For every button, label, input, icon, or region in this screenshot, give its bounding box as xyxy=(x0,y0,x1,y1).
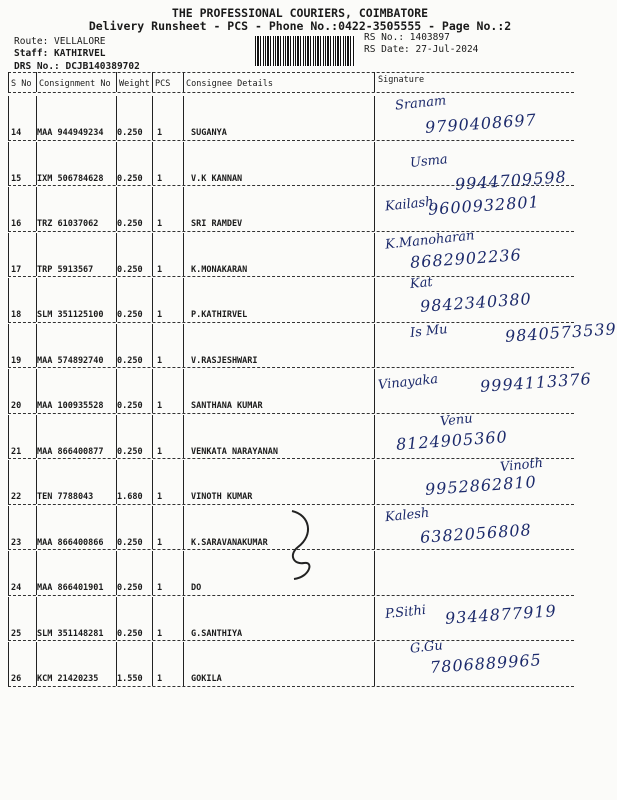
col-divider xyxy=(374,278,375,322)
col-divider xyxy=(152,233,153,277)
col-divider xyxy=(8,96,9,140)
col-divider xyxy=(36,642,37,686)
table-row xyxy=(0,455,600,506)
row-separator xyxy=(8,231,574,232)
row-separator xyxy=(8,413,574,414)
signature-handwriting: Is Mu xyxy=(409,321,449,341)
signature-handwriting: Usma xyxy=(409,151,449,171)
row-consignee: G.SANTHIYA xyxy=(191,628,243,639)
row-weight: 0.250 xyxy=(117,628,143,639)
col-divider xyxy=(374,415,375,459)
col-divider xyxy=(183,187,184,231)
col-header-signature: Signature xyxy=(378,75,425,85)
table-row xyxy=(0,142,600,194)
col-divider xyxy=(8,506,9,550)
col-divider xyxy=(374,96,375,140)
signature-handwriting: Kailash xyxy=(384,194,435,215)
row-pcs: 1 xyxy=(157,583,163,593)
row-sno: 16 xyxy=(11,219,22,229)
col-divider xyxy=(374,597,375,641)
table-row xyxy=(0,318,617,370)
col-divider xyxy=(8,460,9,504)
col-divider xyxy=(116,233,117,277)
col-divider xyxy=(374,324,375,368)
col-header-pcs: PCS xyxy=(155,79,171,89)
col-divider xyxy=(152,642,153,686)
col-divider xyxy=(36,187,37,231)
table-row xyxy=(0,369,600,415)
runsheet-title: Delivery Runsheet - PCS - Phone No.:0422-3505555 - Page No.:2 xyxy=(88,19,512,33)
row-separator xyxy=(8,140,574,141)
col-divider xyxy=(183,142,184,186)
col-divider xyxy=(116,96,117,140)
row-pcs: 1 xyxy=(157,628,163,639)
row-consignment-no: TRZ 61037062 xyxy=(37,219,99,229)
route-label: Route: VELLALORE xyxy=(14,36,106,47)
row-consignee: SRI RAMDEV xyxy=(191,219,243,229)
col-divider xyxy=(374,72,375,92)
table-row xyxy=(0,597,600,643)
row-consignee: K.MONAKARAN xyxy=(191,264,248,275)
row-separator xyxy=(8,595,574,596)
row-sno: 14 xyxy=(11,128,22,138)
col-divider xyxy=(183,460,184,504)
table-row xyxy=(0,410,600,461)
row-pcs: 1 xyxy=(157,264,163,275)
header-bottom-rule xyxy=(8,92,574,93)
row-separator xyxy=(8,458,574,459)
col-divider xyxy=(8,415,9,459)
table-row xyxy=(0,227,600,279)
row-pcs: 1 xyxy=(157,173,163,184)
row-weight: 1.680 xyxy=(117,492,143,502)
col-divider xyxy=(183,233,184,277)
row-consignee: SUGANYA xyxy=(191,128,227,138)
signature-handwriting: Venu xyxy=(439,410,474,430)
col-divider xyxy=(36,233,37,277)
row-consignee: SANTHANA KUMAR xyxy=(191,401,263,411)
col-divider xyxy=(183,324,184,368)
row-pcs: 1 xyxy=(157,537,163,548)
signature-phone-number: 9952862810 xyxy=(424,472,538,499)
signature-handwriting: Vinayaka xyxy=(377,371,439,394)
col-divider xyxy=(36,278,37,322)
row-weight: 0.250 xyxy=(117,219,143,229)
row-consignment-no: MAA 866400877 xyxy=(37,446,104,457)
col-divider xyxy=(183,506,184,550)
col-divider xyxy=(152,551,153,595)
row-consignee: K.SARAVANAKUMAR xyxy=(191,537,268,548)
col-divider xyxy=(36,597,37,641)
col-divider xyxy=(374,187,375,231)
col-header-consignment: Consignment No xyxy=(39,79,111,89)
signature-phone-number: 9994113376 xyxy=(479,369,593,396)
signature-handwriting: G.Gu xyxy=(409,638,444,657)
col-divider xyxy=(8,642,9,686)
row-sno: 25 xyxy=(11,628,22,639)
row-sno: 26 xyxy=(11,674,22,684)
col-divider xyxy=(116,187,117,231)
row-weight: 0.250 xyxy=(117,128,143,138)
col-divider xyxy=(183,96,184,140)
signature-phone-number: 7806889965 xyxy=(429,650,543,677)
row-sno: 19 xyxy=(11,355,22,366)
row-sno: 15 xyxy=(11,173,22,184)
col-divider xyxy=(116,597,117,641)
col-divider xyxy=(152,187,153,231)
col-divider xyxy=(183,415,184,459)
col-divider xyxy=(152,460,153,504)
row-consignee: V.K KANNAN xyxy=(191,173,243,184)
col-divider xyxy=(152,597,153,641)
row-consignee: VINOTH KUMAR xyxy=(191,492,253,502)
row-separator xyxy=(8,276,574,277)
col-divider xyxy=(374,506,375,550)
table-row xyxy=(0,93,600,142)
row-weight: 0.250 xyxy=(117,264,143,275)
col-divider xyxy=(116,278,117,322)
col-divider xyxy=(8,142,9,186)
signature-phone-number: 9840573539 xyxy=(504,318,617,346)
row-consignment-no: IXM 506784628 xyxy=(37,173,104,184)
signature-phone-number: 9600932801 xyxy=(427,192,541,219)
col-divider xyxy=(152,72,153,92)
col-divider xyxy=(36,460,37,504)
signature-handwriting: Kat xyxy=(409,274,434,293)
row-sno: 24 xyxy=(11,583,22,593)
signature-handwriting: Vinoth xyxy=(499,455,544,476)
col-divider xyxy=(152,506,153,550)
signature-handwriting: P.Sithi xyxy=(384,602,427,622)
row-sno: 21 xyxy=(11,446,22,457)
row-consignee: P.KATHIRVEL xyxy=(191,310,248,320)
row-pcs: 1 xyxy=(157,446,163,457)
col-divider xyxy=(36,72,37,92)
signature-phone-number: 9842340380 xyxy=(419,289,533,316)
col-header-consignee: Consignee Details xyxy=(186,79,273,89)
row-consignee: DO xyxy=(191,583,202,593)
col-divider xyxy=(116,142,117,186)
row-pcs: 1 xyxy=(157,401,163,411)
row-pcs: 1 xyxy=(157,219,163,229)
col-divider xyxy=(8,551,9,595)
col-divider xyxy=(8,597,9,641)
staff-label: Staff: KATHIRVEL xyxy=(14,48,106,59)
row-weight: 0.250 xyxy=(117,537,143,548)
row-pcs: 1 xyxy=(157,492,163,502)
row-consignee: V.RASJESHWARI xyxy=(191,355,258,366)
col-divider xyxy=(36,551,37,595)
col-divider xyxy=(374,369,375,413)
row-pcs: 1 xyxy=(157,128,163,138)
table-row xyxy=(0,274,600,324)
rs-date: RS Date: 27-Jul-2024 xyxy=(364,44,479,55)
signature-phone-number: 8124905360 xyxy=(395,426,509,454)
drs-label: DRS No.: DCJB140389702 xyxy=(14,61,140,72)
col-divider xyxy=(152,142,153,186)
signature-phone-number: 6382056808 xyxy=(419,519,533,547)
col-divider xyxy=(183,72,184,92)
row-consignment-no: MAA 574892740 xyxy=(37,355,104,366)
col-divider xyxy=(8,278,9,322)
signature-phone-number: 8682902236 xyxy=(409,244,523,272)
row-consignment-no: MAA 866401901 xyxy=(37,583,104,593)
table-row xyxy=(0,638,600,688)
col-divider xyxy=(183,642,184,686)
col-divider xyxy=(116,460,117,504)
row-pcs: 1 xyxy=(157,355,163,366)
col-divider xyxy=(183,369,184,413)
col-divider xyxy=(116,506,117,550)
row-consignment-no: TEN 7788043 xyxy=(37,492,94,502)
row-weight: 0.250 xyxy=(117,583,143,593)
row-sno: 17 xyxy=(11,264,22,275)
row-separator xyxy=(8,367,574,368)
row-consignment-no: TRP 5913567 xyxy=(37,264,94,275)
table-row xyxy=(0,187,600,233)
company-title: THE PROFESSIONAL COURIERS, COIMBATORE xyxy=(171,6,429,20)
row-consignment-no: SLM 351125100 xyxy=(37,310,104,320)
row-pcs: 1 xyxy=(157,674,163,684)
row-separator xyxy=(8,686,574,687)
row-pcs: 1 xyxy=(157,310,163,320)
col-divider xyxy=(116,72,117,92)
row-weight: 0.250 xyxy=(117,446,143,457)
col-divider xyxy=(36,96,37,140)
col-divider xyxy=(374,642,375,686)
col-divider xyxy=(36,324,37,368)
row-weight: 0.250 xyxy=(117,310,143,320)
row-sno: 23 xyxy=(11,537,22,548)
row-sno: 18 xyxy=(11,310,22,320)
row-separator xyxy=(8,640,574,641)
col-divider xyxy=(8,369,9,413)
col-header-sno: S No xyxy=(11,79,32,89)
signature-handwriting: Kalesh xyxy=(384,505,431,525)
col-divider xyxy=(8,72,9,92)
col-divider xyxy=(8,187,9,231)
col-divider xyxy=(183,551,184,595)
col-divider xyxy=(183,597,184,641)
row-consignment-no: MAA 944949234 xyxy=(37,128,104,138)
signature-handwriting: K.Manoharan xyxy=(384,227,476,253)
col-divider xyxy=(152,96,153,140)
signature-phone-number: 9790408697 xyxy=(424,110,538,137)
row-consignment-no: SLM 351148281 xyxy=(37,628,104,639)
table-top-rule xyxy=(8,72,574,73)
rs-number: RS No.: 1403897 xyxy=(364,32,450,43)
row-separator xyxy=(8,322,574,323)
signature-phone-number: 9944709598 xyxy=(454,166,568,194)
col-divider xyxy=(152,278,153,322)
row-weight: 0.250 xyxy=(117,355,143,366)
col-divider xyxy=(116,551,117,595)
barcode-image xyxy=(255,36,355,66)
col-divider xyxy=(374,551,375,595)
row-consignee: GOKILA xyxy=(191,674,222,684)
col-divider xyxy=(374,142,375,186)
col-divider xyxy=(152,324,153,368)
col-divider xyxy=(152,369,153,413)
col-divider xyxy=(36,506,37,550)
col-divider xyxy=(116,642,117,686)
col-divider xyxy=(116,415,117,459)
col-divider xyxy=(116,369,117,413)
col-header-weight: Weight xyxy=(119,79,150,89)
row-consignment-no: MAA 866400866 xyxy=(37,537,104,548)
row-consignment-no: KCM 21420235 xyxy=(37,674,99,684)
col-divider xyxy=(36,142,37,186)
col-divider xyxy=(152,415,153,459)
col-divider xyxy=(8,324,9,368)
signature-handwriting: Sranam xyxy=(394,93,447,114)
col-divider xyxy=(36,369,37,413)
row-consignment-no: MAA 100935528 xyxy=(37,401,104,411)
row-weight: 1.550 xyxy=(117,674,143,684)
handwritten-bracket-mark xyxy=(280,505,320,585)
col-divider xyxy=(36,415,37,459)
col-divider xyxy=(183,278,184,322)
row-sno: 20 xyxy=(11,401,22,411)
col-divider xyxy=(116,324,117,368)
signature-phone-number: 9344877919 xyxy=(444,600,558,628)
col-divider xyxy=(374,233,375,277)
row-weight: 0.250 xyxy=(117,401,143,411)
row-consignee: VENKATA NARAYANAN xyxy=(191,446,278,457)
col-divider xyxy=(8,233,9,277)
row-sno: 22 xyxy=(11,492,22,502)
col-divider xyxy=(374,460,375,504)
row-weight: 0.250 xyxy=(117,173,143,184)
